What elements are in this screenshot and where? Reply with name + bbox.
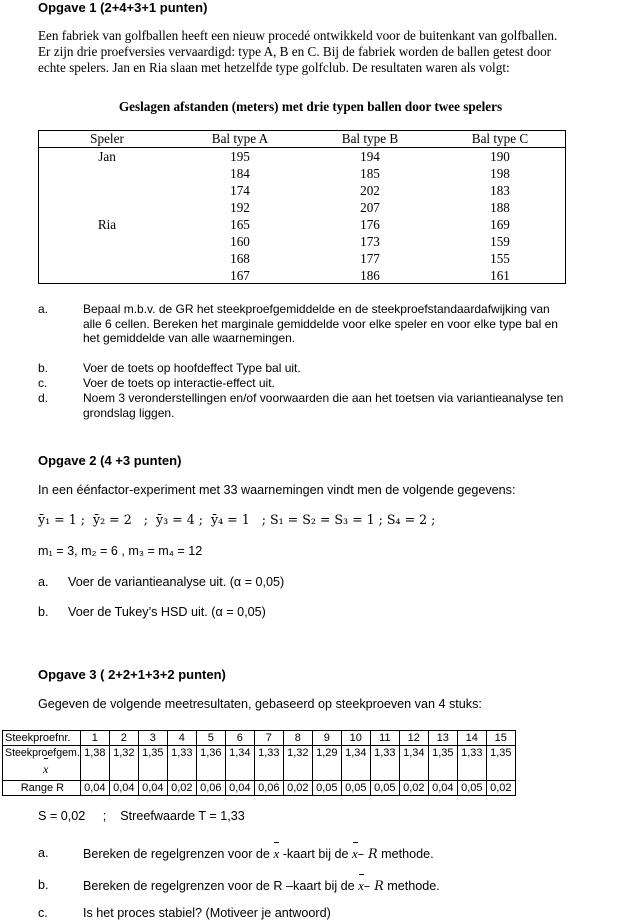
table-cell: 169 [490, 217, 510, 232]
table-header: Speler [90, 131, 124, 146]
row-label [3, 746, 81, 781]
item-text: grondslag liggen. [83, 405, 175, 420]
table-header-divider [39, 147, 565, 148]
table-header: Bal type C [471, 131, 529, 146]
sample-number: 8 [283, 731, 312, 746]
q1-intro-line: echte spelers. Jan en Ria slaan met hetzelfde type golfclub. De resultaten waren als volgt: [38, 60, 510, 75]
sample-number: 9 [312, 731, 341, 746]
question-item [38, 846, 434, 861]
sample-mean: 1,33 [254, 746, 283, 781]
question-item [38, 575, 285, 590]
q2-formula: ȳ₁ = 1 ; ȳ₂ = 2 ; ȳ₃ = 4 ; ȳ₄ = 1 ; S₁ = S₂ = S₃ = 1 ; S₄ = 2 ; [38, 512, 436, 527]
item-text: -kaart bij de [279, 847, 353, 861]
sample-range: 0,05 [341, 781, 370, 796]
sample-mean: 1,34 [225, 746, 254, 781]
table-cell: 177 [360, 251, 380, 266]
row-label-text: Steekproefgem. [5, 747, 80, 759]
item-label: b. [38, 361, 49, 375]
sample-mean: 1,36 [196, 746, 225, 781]
sample-mean: 1,29 [312, 746, 341, 781]
sample-range: 0,04 [80, 781, 109, 796]
table-cell: 167 [230, 268, 250, 283]
question-item [38, 361, 618, 376]
sample-range: 0,05 [312, 781, 341, 796]
q1-intro [38, 28, 618, 76]
question-item [38, 906, 331, 921]
sample-range: 0,06 [254, 781, 283, 796]
q1-intro-line: Er zijn drie proefversies vervaardigd: type A, B en C. Bij de fabriek worden de ballen getest door [38, 44, 552, 59]
table-cell: 194 [360, 149, 380, 164]
item-label: c. [38, 376, 48, 390]
table-cell: 185 [360, 166, 380, 181]
item-text: Bereken de regelgrenzen voor de R –kaart bij de [83, 879, 359, 893]
table-header: Bal type A [211, 131, 269, 146]
sample-range: 0,02 [167, 781, 196, 796]
table-cell: 155 [490, 251, 510, 266]
item-text: Bepaal m.b.v. de GR het steekproefgemiddelde en de steekproefstandaardafwijking van [83, 302, 550, 316]
sample-range: 0,02 [486, 781, 515, 796]
sample-number: 14 [457, 731, 486, 746]
table-cell: 188 [490, 200, 510, 215]
table-cell: 161 [490, 268, 510, 283]
item-label: a. [38, 846, 49, 860]
q2-intro: In een éénfactor-experiment met 33 waarnemingen vindt men de volgende gegevens: [38, 483, 516, 497]
player-name: Ria [97, 217, 117, 232]
table-cell: 173 [360, 234, 380, 249]
item-text: het gemiddelde van alle waarnemingen. [83, 331, 296, 345]
sample-mean: 1,35 [428, 746, 457, 781]
q1-items [38, 302, 618, 421]
sample-range: 0,04 [225, 781, 254, 796]
table-cell: 183 [490, 183, 510, 198]
dash-r-symbol: – R [357, 846, 378, 861]
sample-number: 11 [370, 731, 399, 746]
item-label: a. [38, 302, 49, 316]
xbar-symbol: x [273, 846, 280, 861]
sample-mean: 1,33 [370, 746, 399, 781]
item-label: a. [38, 575, 49, 589]
item-text: Voer de Tukey’s HSD uit. (α = 0,05) [68, 605, 266, 619]
item-text: Noem 3 veronderstellingen en/of voorwaarden die aan het toetsen via variantieanalyse ten [83, 391, 564, 405]
xbar-symbol: x [358, 878, 364, 893]
q1-intro-line: Een fabriek van golfballen heeft een nieuw procedé ontwikkeld voor de buitenkant van golfballen. [38, 28, 558, 43]
sample-number: 13 [428, 731, 457, 746]
row-label: Steekproefnr. [3, 731, 81, 746]
table-cell: 202 [360, 183, 380, 198]
item-text: methode. [383, 879, 440, 893]
question-item [38, 605, 266, 620]
item-label: b. [38, 878, 49, 892]
sample-mean: 1,35 [138, 746, 167, 781]
xbar-symbol: x [43, 762, 49, 776]
item-text: Bereken de regelgrenzen voor de [83, 847, 274, 861]
table-cell: 207 [360, 200, 380, 215]
sample-table [2, 730, 516, 796]
sample-mean: 1,33 [167, 746, 196, 781]
table-cell: 192 [230, 200, 250, 215]
sample-number: 2 [109, 731, 138, 746]
sample-number: 15 [486, 731, 515, 746]
table-cell: 190 [490, 149, 510, 164]
sample-mean: 1,38 [80, 746, 109, 781]
sample-number: 10 [341, 731, 370, 746]
item-label: d. [38, 391, 49, 405]
table-cell: 195 [230, 149, 250, 164]
sample-range: 0,06 [196, 781, 225, 796]
sample-number: 12 [399, 731, 428, 746]
row-label: Range R [3, 781, 81, 796]
sample-number: 7 [254, 731, 283, 746]
item-text: Is het proces stabiel? (Motiveer je antwoord) [83, 906, 331, 920]
sample-range: 0,05 [370, 781, 399, 796]
distance-table [38, 130, 566, 284]
player-name: Jan [98, 149, 116, 164]
sample-number: 4 [167, 731, 196, 746]
table-cell: 186 [360, 268, 380, 283]
sample-number: 5 [196, 731, 225, 746]
sample-number: 1 [80, 731, 109, 746]
item-label: c. [38, 906, 48, 920]
table-cell: 159 [490, 234, 510, 249]
sample-number: 6 [225, 731, 254, 746]
item-text: Voer de toets op hoofdeffect Type bal uit. [83, 361, 301, 375]
sample-mean: 1,34 [341, 746, 370, 781]
sample-mean: 1,32 [109, 746, 138, 781]
sample-range: 0,04 [138, 781, 167, 796]
table-header: Bal type B [341, 131, 399, 146]
table-cell: 174 [230, 183, 250, 198]
q3-s-line: S = 0,02 ; Streefwaarde T = 1,33 [38, 809, 245, 823]
table-cell: 176 [360, 217, 380, 232]
table-cell: 198 [490, 166, 510, 181]
q1-table-title: Geslagen afstanden (meters) met drie typen ballen door twee spelers [118, 99, 503, 114]
table-cell: 184 [230, 166, 250, 181]
sample-mean: 1,32 [283, 746, 312, 781]
xbar-symbol: x [352, 846, 358, 861]
question-item [38, 376, 618, 391]
question-item [38, 878, 440, 893]
q1-heading: Opgave 1 (2+4+3+1 punten) [38, 0, 208, 15]
q3-intro: Gegeven de volgende meetresultaten, gebaseerd op steekproeven van 4 stuks: [38, 697, 482, 711]
question-item [38, 302, 618, 346]
sample-mean: 1,33 [457, 746, 486, 781]
sample-range: 0,04 [428, 781, 457, 796]
item-text: Voer de variantieanalyse uit. (α = 0,05) [68, 575, 285, 589]
table-cell: 168 [230, 251, 250, 266]
sample-range: 0,02 [283, 781, 312, 796]
item-text: alle 6 cellen. Bereken het marginale gemiddelde voor elke speler en voor elke type bal en [83, 316, 558, 331]
dash-r-symbol: – R [363, 878, 384, 893]
item-text: methode. [377, 847, 434, 861]
sample-mean: 1,35 [486, 746, 515, 781]
table-cell: 160 [230, 234, 250, 249]
sample-range: 0,02 [399, 781, 428, 796]
q2-heading: Opgave 2 (4 +3 punten) [38, 453, 182, 468]
q3-heading: Opgave 3 ( 2+2+1+3+2 punten) [38, 667, 226, 682]
sample-mean: 1,34 [399, 746, 428, 781]
table-cell: 165 [230, 217, 250, 232]
item-label: b. [38, 605, 49, 619]
sample-range: 0,05 [457, 781, 486, 796]
question-item [38, 391, 618, 421]
q2-m-line: m₁ = 3, m₂ = 6 , m₃ = m₄ = 12 [38, 544, 203, 558]
sample-number: 3 [138, 731, 167, 746]
item-text: Voer de toets op interactie-effect uit. [83, 376, 275, 390]
sample-range: 0,04 [109, 781, 138, 796]
